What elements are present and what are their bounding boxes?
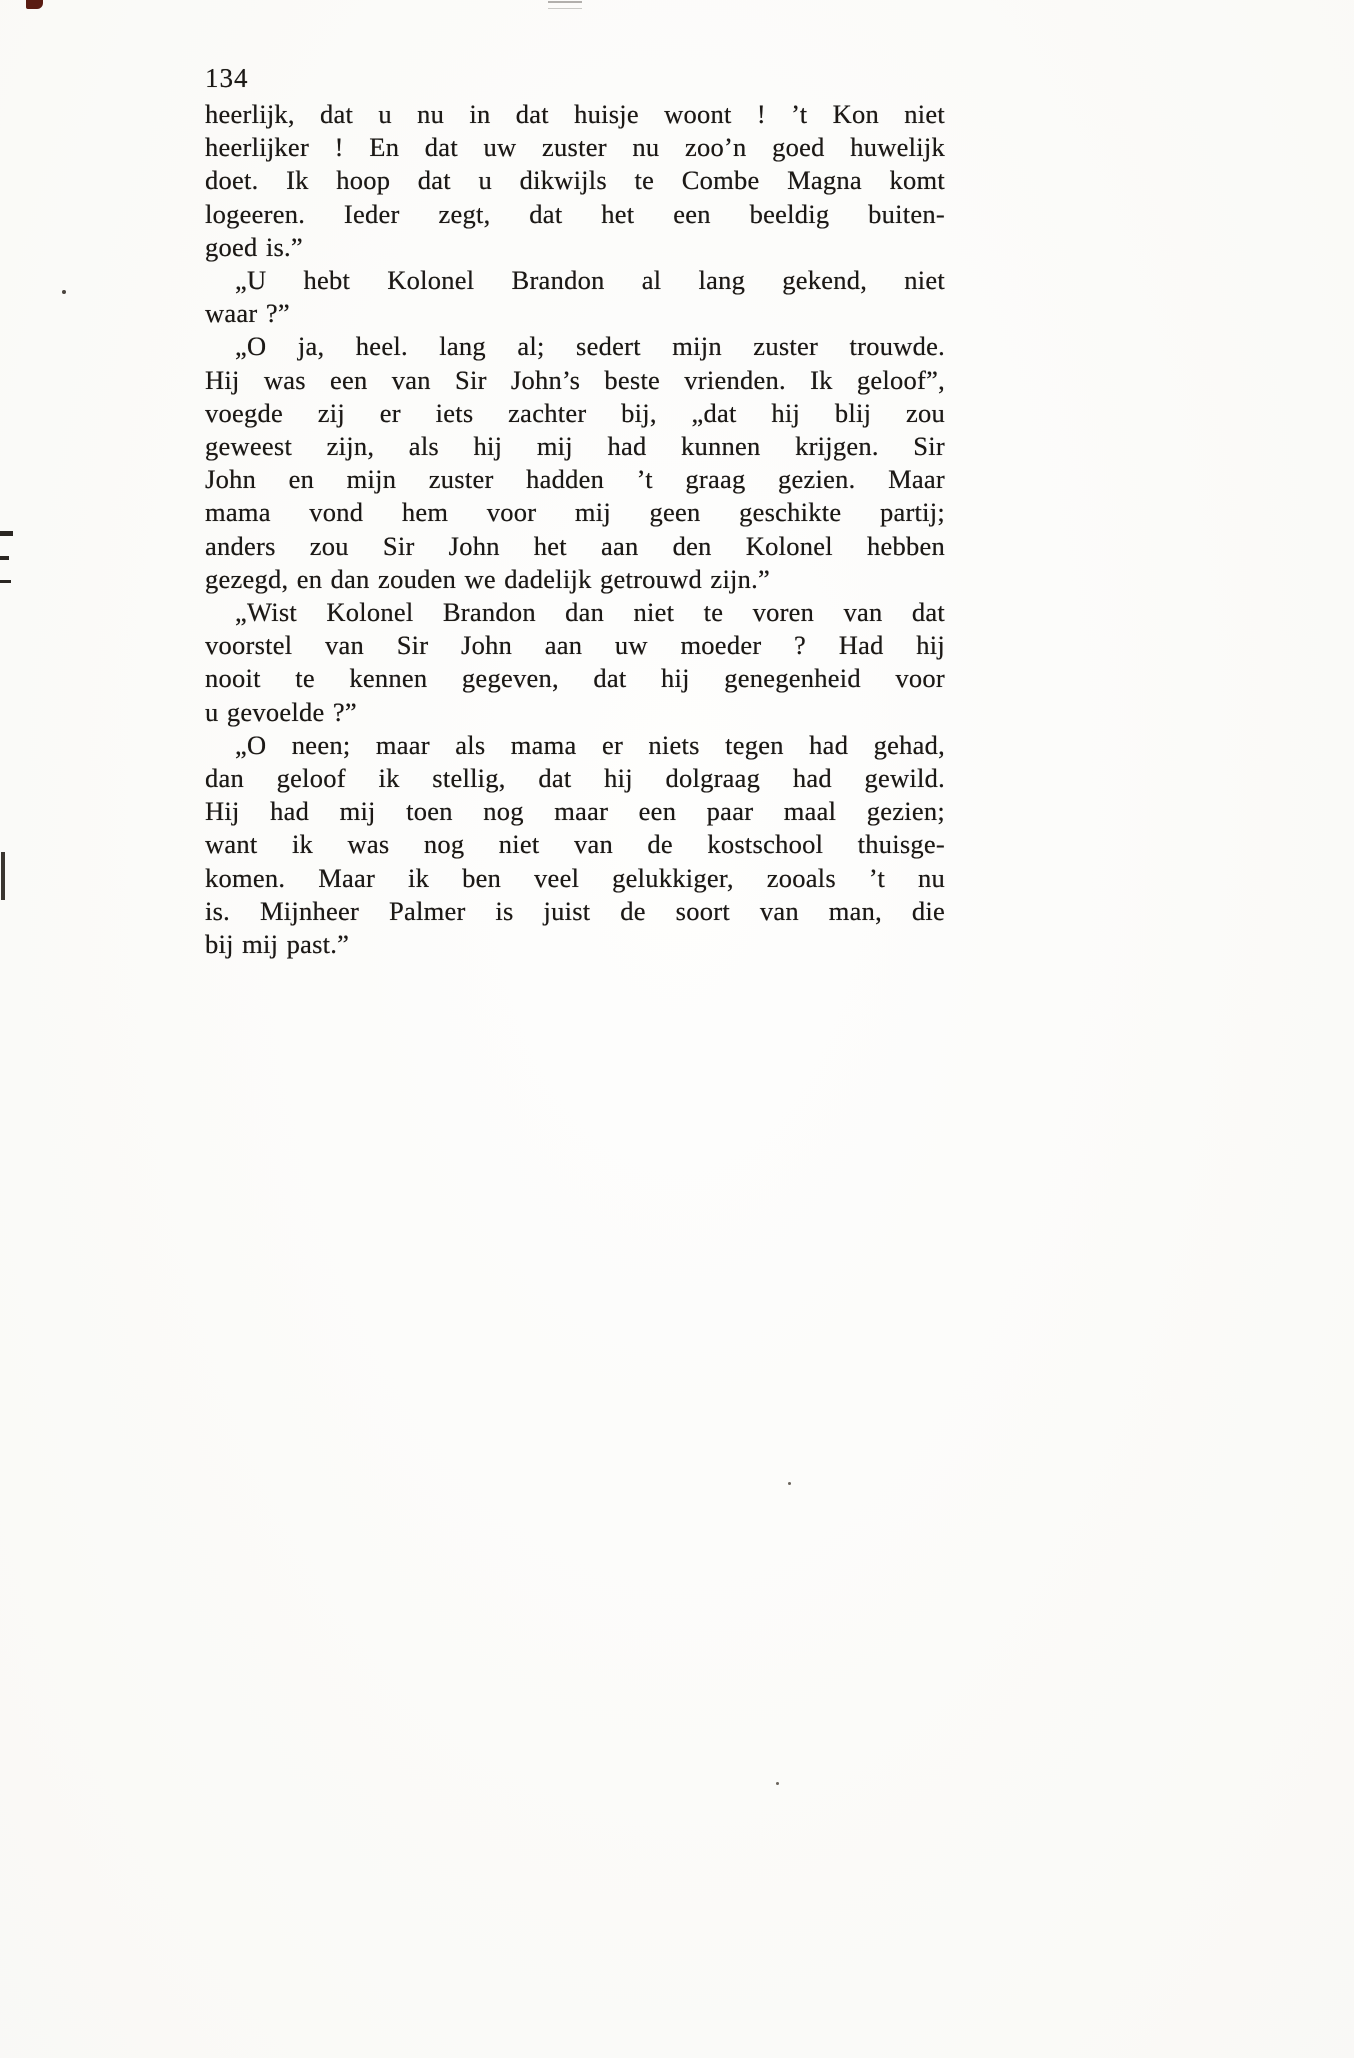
left-edge-mark — [0, 531, 13, 536]
text-line: voorstel van Sir John aan uw moeder ? Had hij — [205, 630, 945, 661]
text-line: voegde zij er iets zachter bij, „dat hij blij zou — [205, 397, 945, 428]
text-line: gezegd, en dan zouden we dadelijk getrouwd zijn.” — [205, 563, 771, 594]
text-line: is. Mijnheer Palmer is juist de soort van man, die — [205, 895, 945, 926]
text-line: „Wist Kolonel Brandon dan niet te voren van dat — [235, 597, 945, 628]
text-line: logeeren. Ieder zegt, dat het een beeldig buiten- — [205, 198, 945, 229]
top-edge-smudge — [548, 1, 582, 9]
text-line: doet. Ik hoop dat u dikwijls te Combe Magna komt — [205, 165, 945, 196]
text-line: komen. Maar ik ben veel gelukkiger, zooals ’t nu — [205, 862, 945, 893]
text-line: heerlijker ! En dat uw zuster nu zoo’n goed huwelijk — [205, 132, 945, 163]
text-line: u gevoelde ?” — [205, 696, 357, 727]
text-line: „O neen; maar als mama er niets tegen had gehad, — [235, 729, 945, 760]
left-edge-mark — [0, 580, 11, 583]
text-line: waar ?” — [205, 298, 290, 329]
left-edge-bar — [1, 852, 5, 900]
ink-speck — [62, 290, 66, 294]
text-line: John en mijn zuster hadden ’t graag gezien. Maar — [205, 464, 945, 495]
text-line: nooit te kennen gegeven, dat hij genegenheid voor — [205, 663, 945, 694]
body-text — [205, 98, 945, 961]
ink-speck — [776, 1782, 779, 1785]
page-number: 134 — [205, 63, 249, 93]
text-line: Hij had mij toen nog maar een paar maal gezien; — [205, 796, 945, 827]
text-line: want ik was nog niet van de kostschool thuisge- — [205, 829, 945, 860]
text-line: heerlijk, dat u nu in dat huisje woont ! ’t Kon niet — [205, 99, 945, 129]
text-line: bij mij past.” — [205, 929, 350, 960]
text-line: anders zou Sir John het aan den Kolonel hebben — [205, 530, 945, 561]
text-line: mama vond hem voor mij geen geschikte partij; — [205, 497, 945, 528]
text-line: goed is.” — [205, 231, 303, 262]
text-block — [205, 62, 945, 961]
corner-ink-mark — [26, 0, 43, 9]
text-line: dan geloof ik stellig, dat hij dolgraag had gewild. — [205, 763, 945, 794]
left-edge-mark — [0, 556, 9, 560]
text-line: Hij was een van Sir John’s beste vrienden. Ik geloof”, — [205, 364, 945, 395]
ink-speck — [788, 1482, 791, 1485]
text-line: geweest zijn, als hij mij had kunnen krijgen. Sir — [205, 431, 945, 462]
text-line: „U hebt Kolonel Brandon al lang gekend, niet — [235, 265, 945, 296]
text-line: „O ja, heel. lang al; sedert mijn zuster trouwde. — [235, 331, 945, 362]
